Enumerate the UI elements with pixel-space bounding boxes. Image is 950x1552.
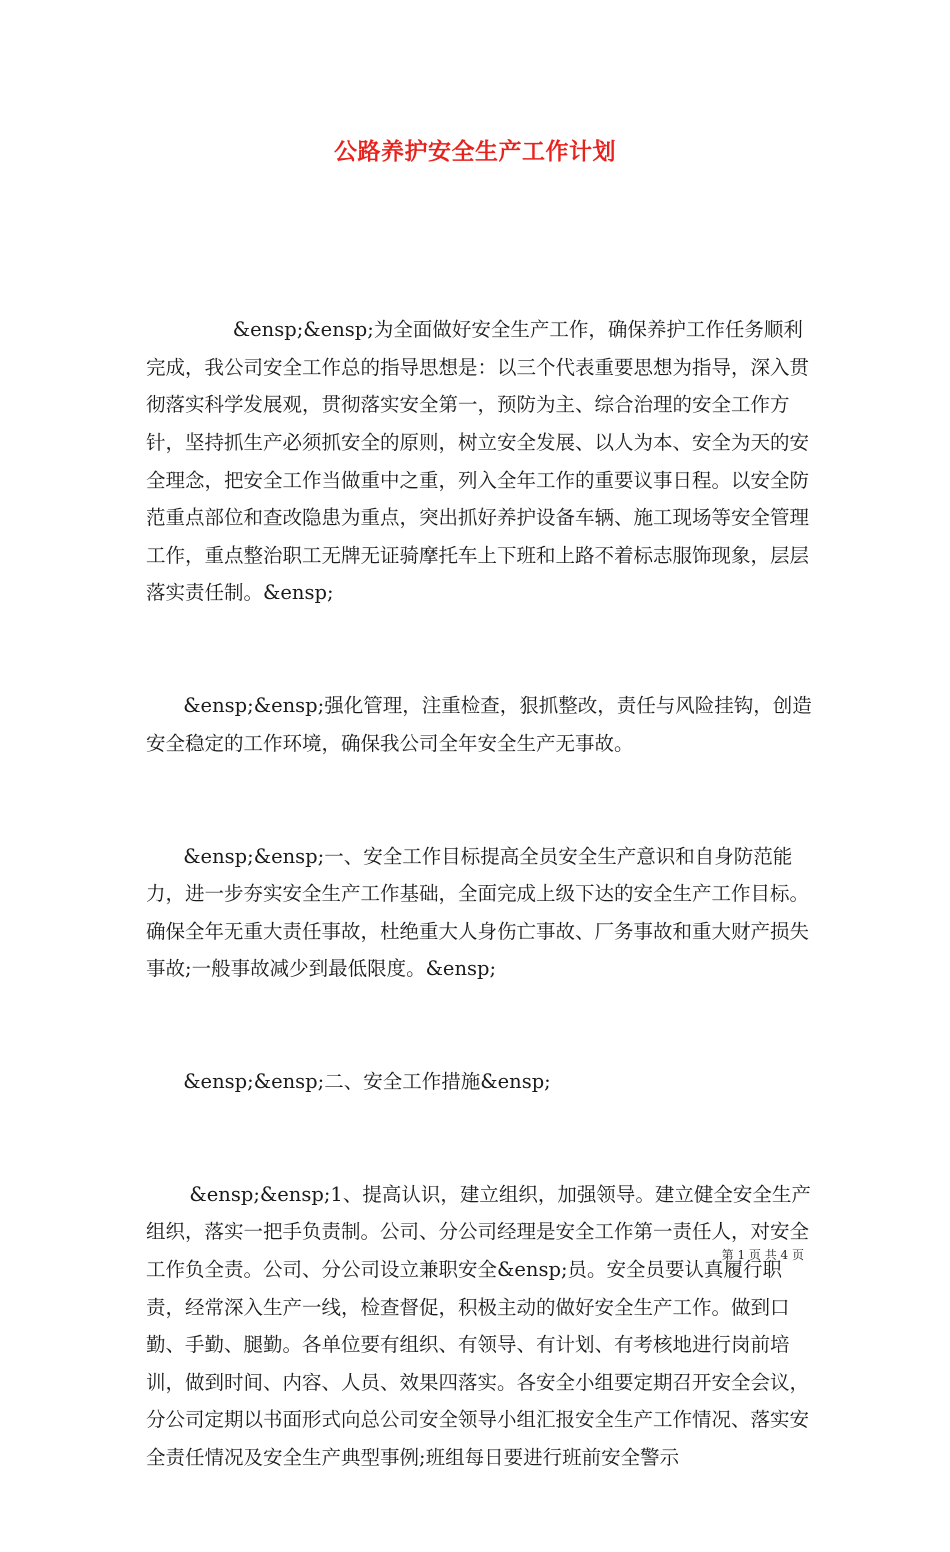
document-title: 公路养护安全生产工作计划	[334, 138, 616, 165]
paragraph-intro: &ensp;&ensp;为全面做好安全生产工作，确保养护工作任务顺利完成，我公司安全工作总的指导思想是：以三个代表重要思想为指导，深入贯彻落实科学发展观，贯彻落实安全第一，预防为主、综合治理的安全工作方针，坚持抓生产必须抓安全的原则，树立安全发展、以人为本、安全为天的安全理念，把安全工作当做重中之重，列入全年工作的重要议事日程。以安全防范重点部位和查改隐患为重点，突出抓好养护设备车辆、施工现场等安全管理工作，重点整治职工无牌无证骑摩托车上下班和上路不着标志服饰现象，层层落实责任制。&ensp;	[146, 318, 810, 605]
paragraph-measures-heading: &ensp;&ensp;二、安全工作措施&ensp;	[146, 1070, 551, 1094]
paragraph-measure-1: &ensp;&ensp;1、提高认识，建立组织，加强领导。建立健全安全生产组织，落实一把手负责制。公司、分公司经理是安全工作第一责任人，对安全工作负全责。公司、分公司设立兼职安全&ensp;员。安全员要认真履行职责，经常深入生产一线，检查督促，积极主动的做好安全生产工作。做到口勤、手勤、腿勤。各单位要有组织、有领导、有计划、有考核地进行岗前培训，做到时间、内容、人员、效果四落实。各安全小组要定期召开安全会议，分公司定期以书面形式向总公司安全领导小组汇报安全生产工作情况、落实安全责任情况及安全生产典型事例;班组每日要进行班前安全警示	[146, 1182, 811, 1469]
document-body	[146, 236, 814, 1552]
page-number: 第 1 页 共 4 页	[721, 1248, 804, 1262]
paragraph-management: &ensp;&ensp;强化管理，注重检查，狠抓整改，责任与风险挂钩，创造安全稳定的工作环境，确保我公司全年安全生产无事故。	[146, 694, 812, 755]
paragraph-goals: &ensp;&ensp;一、安全工作目标提高全员安全生产意识和自身防范能力，进一步夯实安全生产工作基础，全面完成上级下达的安全生产工作目标。确保全年无重大责任事故，杜绝重大人身伤亡事故、厂务事故和重大财产损失事故;一般事故减少到最低限度。&ensp;	[146, 844, 810, 981]
